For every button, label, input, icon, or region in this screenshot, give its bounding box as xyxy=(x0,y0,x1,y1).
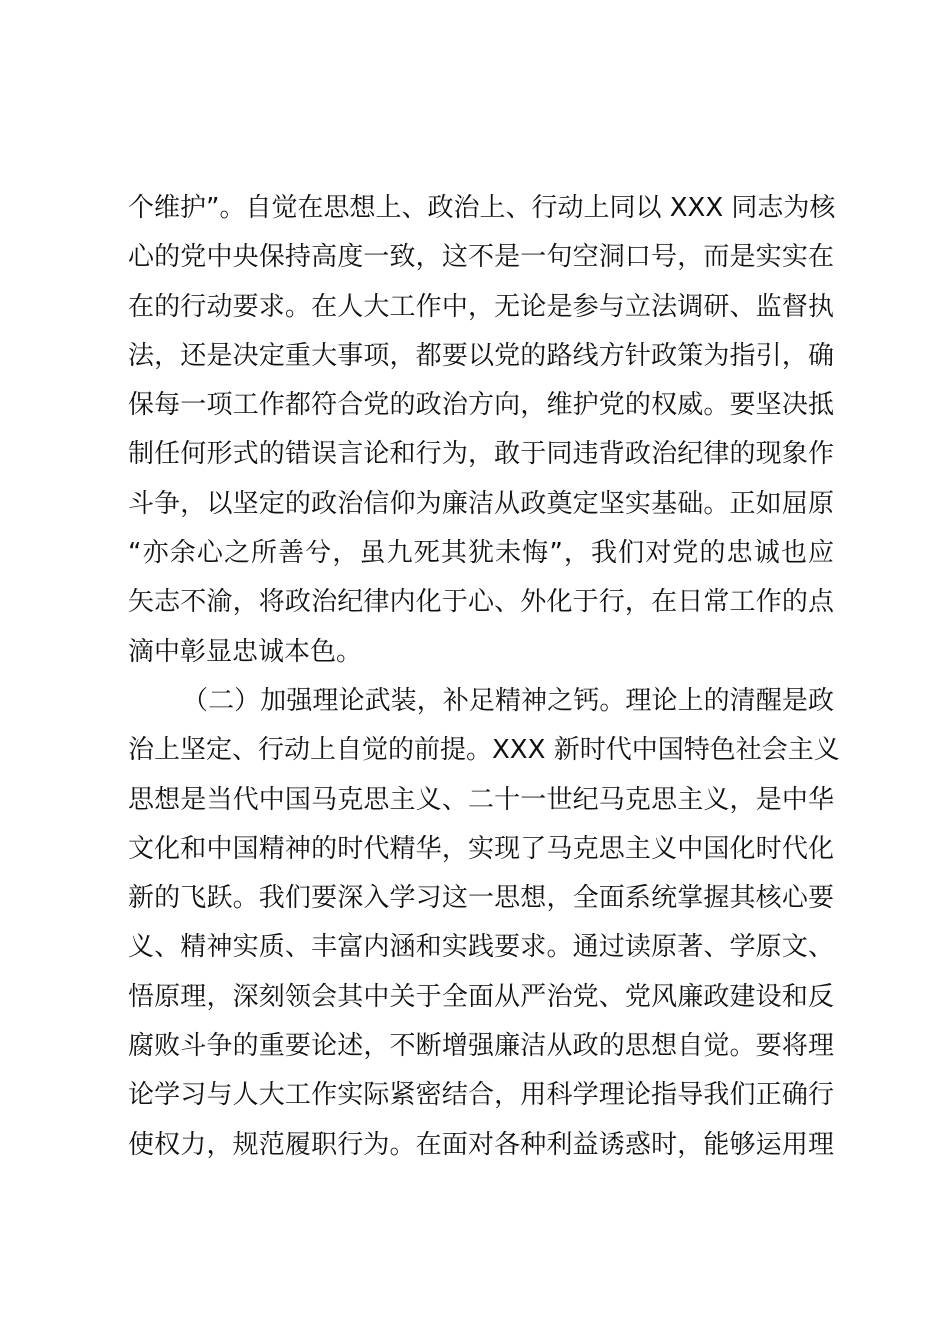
text-line: 义、精神实质、丰富内涵和实践要求。通过读原著、学原文、 xyxy=(128,932,834,963)
text-line: 保每一项工作都符合党的政治方向，维护党的权威。要坚决抵 xyxy=(128,390,834,421)
text-line: 个维护”。自觉在思想上、政治上、行动上同以 XXX 同志为核 xyxy=(128,193,836,223)
section-heading-line: （二）加强理论武装，补足精神之钙。理论上的清醒是政 xyxy=(182,685,834,716)
text-line: 新的飞跃。我们要深入学习这一思想，全面系统掌握其核心要 xyxy=(128,883,834,914)
text-line: 悟原理，深刻领会其中关于全面从严治党、党风廉政建设和反 xyxy=(128,981,834,1012)
text-line: 矢志不渝，将政治纪律内化于心、外化于行，在日常工作的点 xyxy=(128,587,834,618)
text-line: “亦余心之所善兮，虽九死其犹未悔”，我们对党的忠诚也应 xyxy=(128,538,834,569)
text-line: 心的党中央保持高度一致，这不是一句空洞口号，而是实实在 xyxy=(128,242,834,273)
text-line: 斗争，以坚定的政治信仰为廉洁从政奠定坚实基础。正如屈原 xyxy=(128,488,834,519)
text-line: 滴中彰显忠诚本色。 xyxy=(128,636,363,667)
text-line: 使权力，规范履职行为。在面对各种利益诱惑时，能够运用理 xyxy=(128,1129,834,1160)
text-line: 法，还是决定重大事项，都要以党的路线方针政策为指引，确 xyxy=(128,340,834,371)
text-line: 文化和中国精神的时代精华，实现了马克思主义中国化时代化 xyxy=(128,833,834,864)
text-line: 在的行动要求。在人大工作中，无论是参与立法调研、监督执 xyxy=(128,291,834,322)
body-text xyxy=(128,184,840,1170)
text-line: 制任何形式的错误言论和行为，敢于同违背政治纪律的现象作 xyxy=(128,439,834,470)
text-line: 思想是当代中国马克思主义、二十一世纪马克思主义，是中华 xyxy=(128,784,834,815)
text-line: 腐败斗争的重要论述，不断增强廉洁从政的思想自觉。要将理 xyxy=(128,1031,834,1062)
text-line: 治上坚定、行动上自觉的前提。XXX 新时代中国特色社会主义 xyxy=(128,735,840,766)
text-line: 论学习与人大工作实际紧密结合，用科学理论指导我们正确行 xyxy=(128,1080,834,1111)
